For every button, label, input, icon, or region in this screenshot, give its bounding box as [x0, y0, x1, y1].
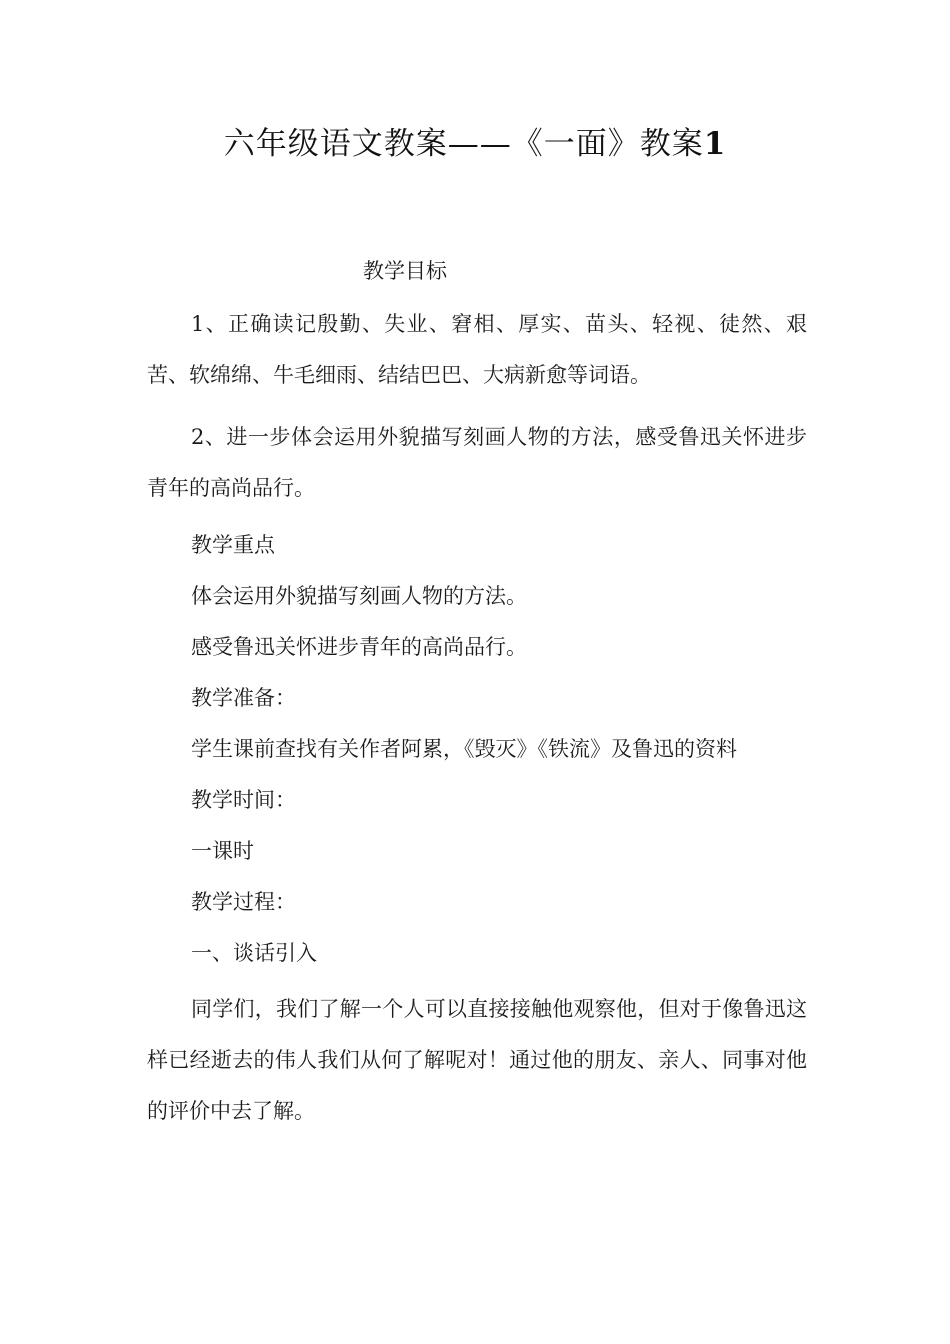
heading-process: 教学过程：	[191, 890, 296, 914]
goal-2: 2、进一步体会运用外貌描写刻画人物的方法，感受鲁迅关怀进步青年的高尚品行。	[147, 425, 807, 500]
title-number: 1	[703, 126, 727, 162]
heading-preparation: 教学准备：	[191, 686, 296, 710]
title-text: 六年级语文教案——《一面》教案	[223, 126, 704, 162]
time-text: 一课时	[191, 839, 254, 863]
section-1-heading: 一、谈话引入	[191, 941, 317, 965]
heading-time: 教学时间：	[191, 788, 296, 812]
page-title	[0, 122, 950, 166]
key-point-2: 感受鲁迅关怀进步青年的高尚品行。	[191, 635, 527, 659]
preparation-text: 学生课前查找有关作者阿累，《毁灭》《铁流》及鲁迅的资料	[191, 737, 737, 761]
document-body	[147, 246, 807, 1148]
heading-key-points: 教学重点	[191, 533, 275, 557]
heading-teaching-goals: 教学目标	[363, 259, 447, 283]
key-point-1: 体会运用外貌描写刻画人物的方法。	[191, 584, 527, 608]
section-1-text: 同学们，我们了解一个人可以直接接触他观察他，但对于像鲁迅这样已经逝去的伟人我们从何了解呢对！通过他的朋友、亲人、同事对他的评价中去了解。	[147, 997, 807, 1123]
goal-1: 1、正确读记殷勤、失业、窘相、厚实、苗头、轻视、徒然、艰苦、软绵绵、牛毛细雨、结结巴巴、大病新愈等词语。	[147, 312, 807, 387]
